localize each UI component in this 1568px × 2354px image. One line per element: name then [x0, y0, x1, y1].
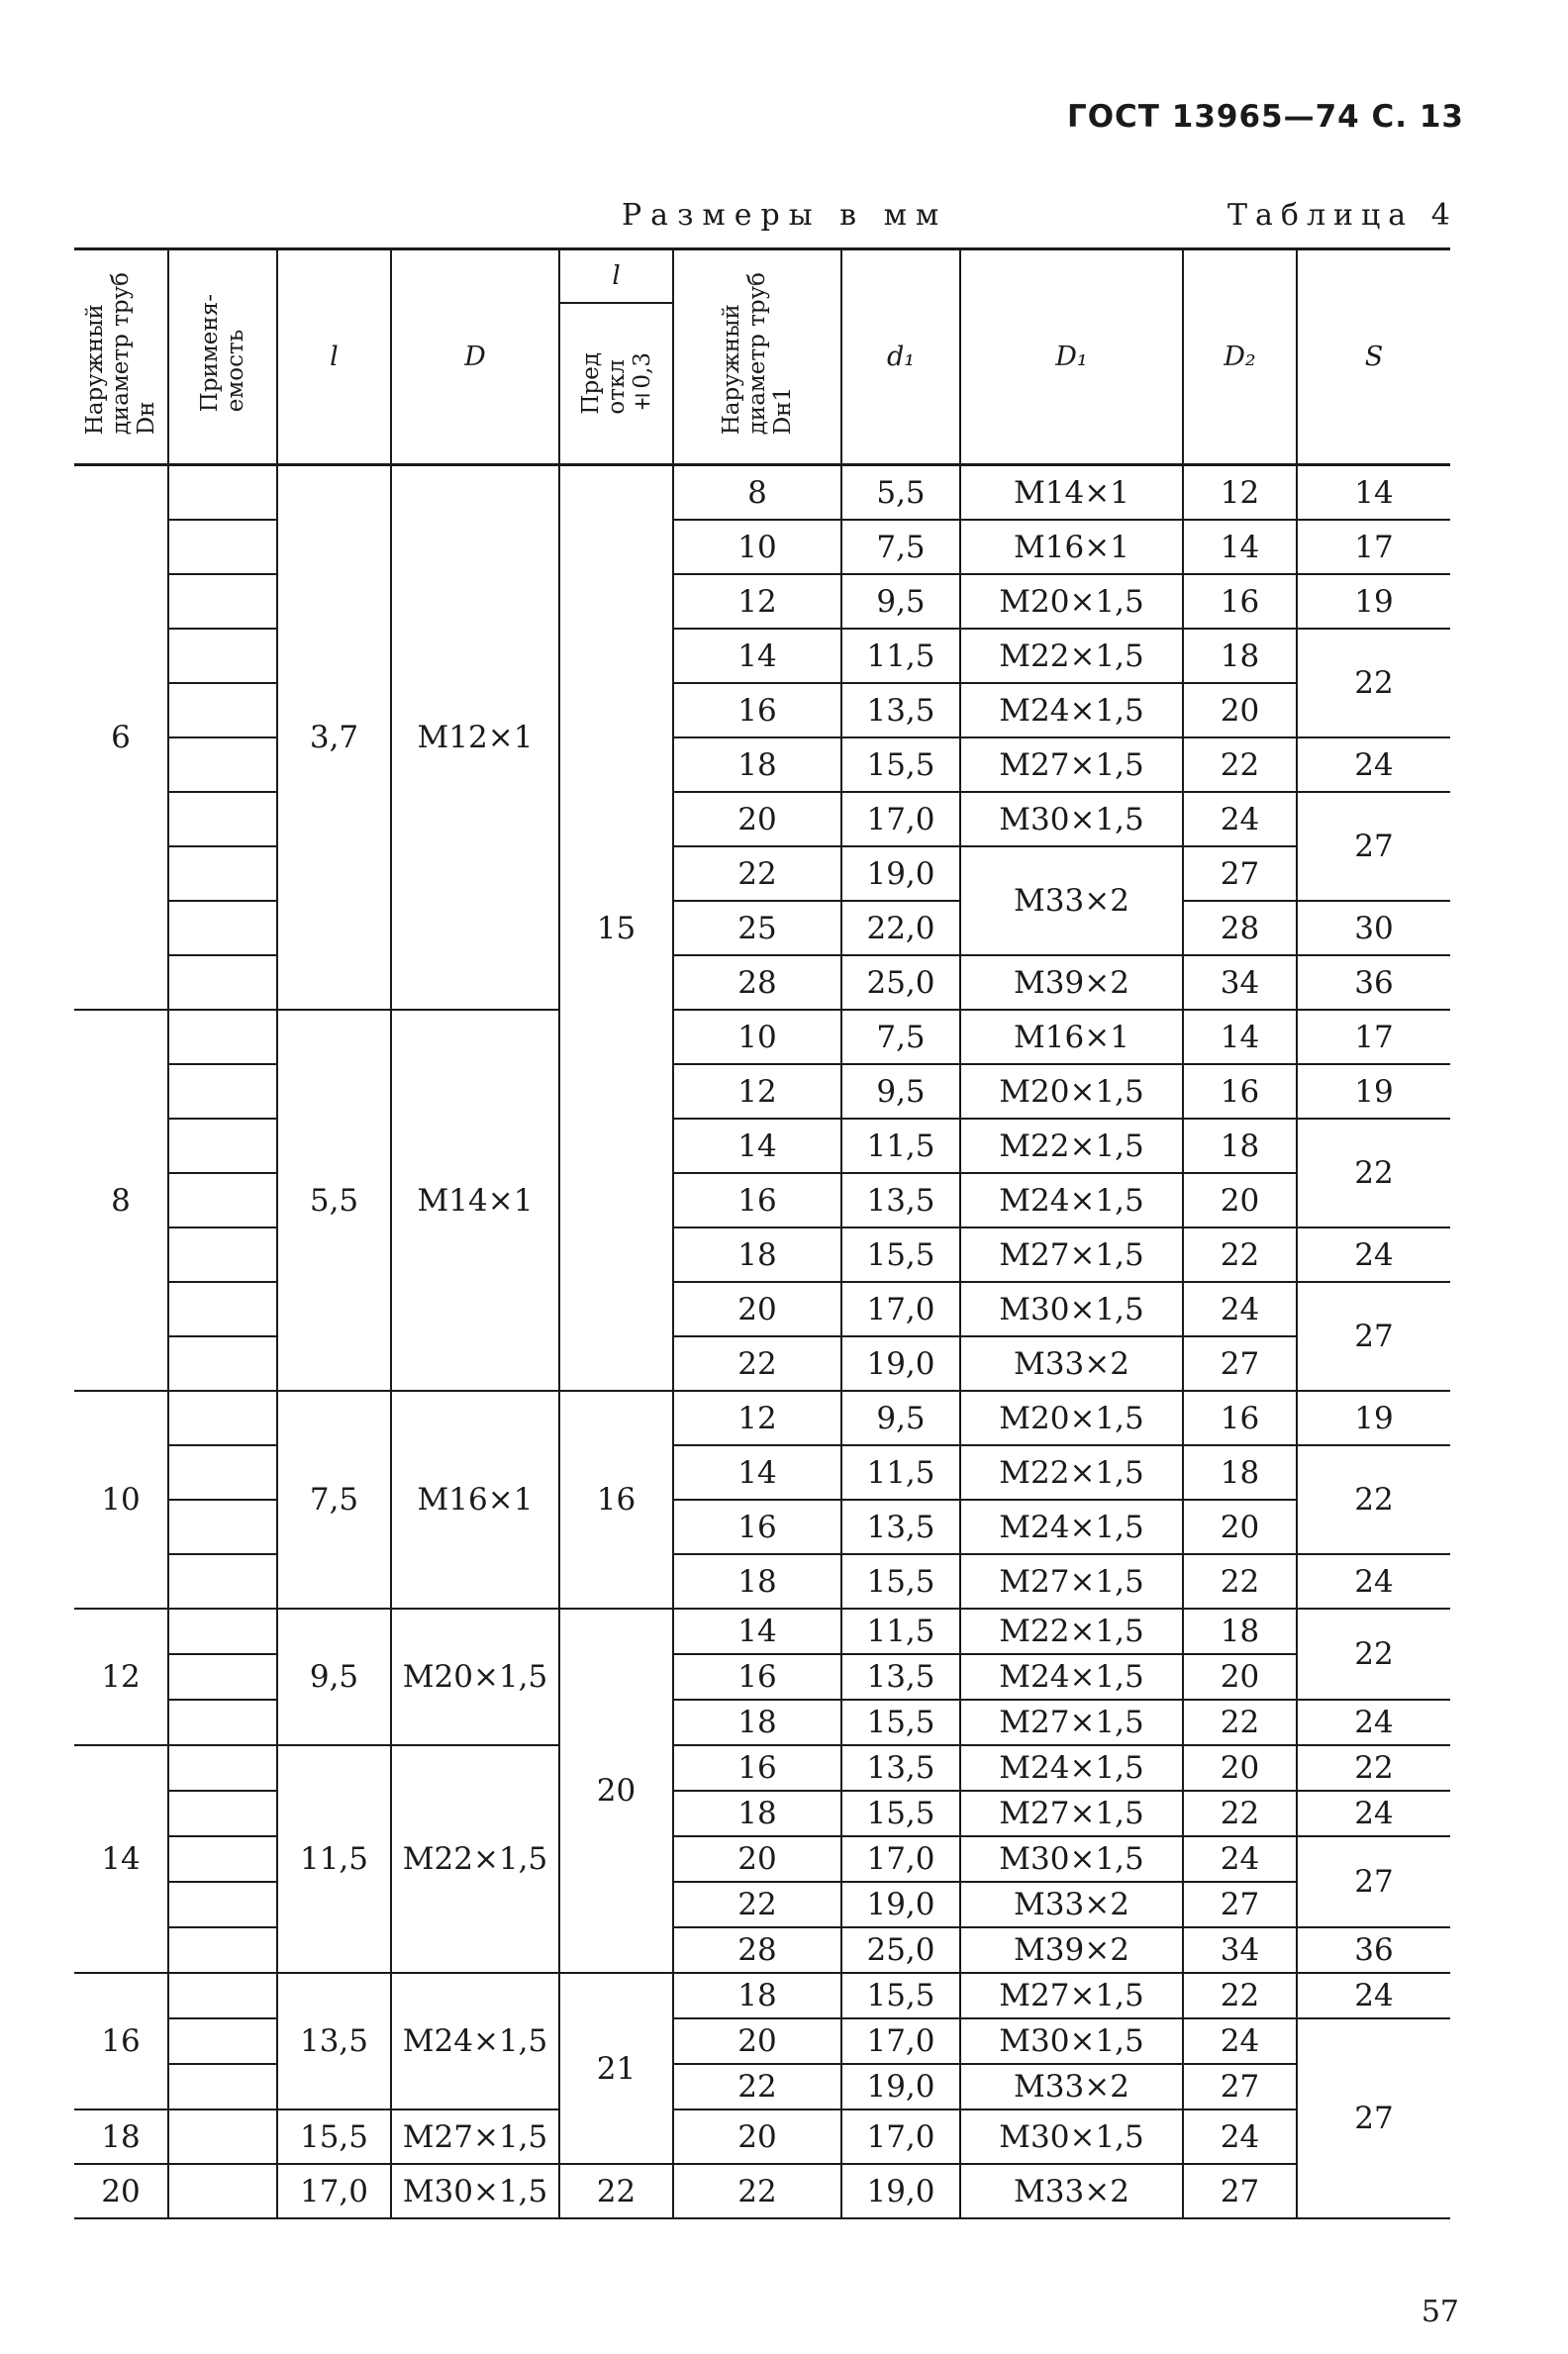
d2-cell: 34	[1183, 1927, 1297, 1973]
d1-cell: 9,5	[841, 1064, 960, 1119]
l-cell: 17,0	[277, 2164, 391, 2218]
applicability-cell	[168, 1745, 277, 1791]
s-cell: 22	[1297, 629, 1450, 737]
thread-d1-cell: M39×2	[960, 955, 1183, 1010]
d1-cell: 19,0	[841, 2164, 960, 2218]
thread-d1-cell: M22×1,5	[960, 1609, 1183, 1654]
dn1-cell: 22	[673, 2164, 841, 2218]
l-cell: 13,5	[277, 1973, 391, 2109]
col-dn1-label: Наружный диаметр труб Dн1	[719, 271, 796, 436]
d2-cell: 16	[1183, 574, 1297, 629]
thread-d1-cell: M14×1	[960, 465, 1183, 521]
dn1-cell: 14	[673, 1609, 841, 1654]
outer-diameter-cell: 20	[74, 2164, 168, 2218]
d1-cell: 19,0	[841, 2064, 960, 2109]
thread-d1-cell: M27×1,5	[960, 1973, 1183, 2018]
d1-cell: 15,5	[841, 1700, 960, 1745]
applicability-cell	[168, 1654, 277, 1700]
l-tolerance-cell: 21	[559, 1973, 673, 2164]
dn1-cell: 20	[673, 1282, 841, 1336]
table-row	[74, 2109, 1450, 2164]
applicability-cell	[168, 1445, 277, 1500]
outer-diameter-cell: 18	[74, 2109, 168, 2164]
dn1-cell: 20	[673, 792, 841, 846]
dn1-cell: 10	[673, 1010, 841, 1064]
applicability-cell	[168, 1173, 277, 1227]
d2-cell: 24	[1183, 2109, 1297, 2164]
d2-cell: 22	[1183, 1791, 1297, 1836]
dn1-cell: 16	[673, 1500, 841, 1554]
d2-cell: 18	[1183, 1445, 1297, 1500]
s-cell: 24	[1297, 1700, 1450, 1745]
l-tolerance-cell: 20	[559, 1609, 673, 1973]
dn1-cell: 18	[673, 737, 841, 792]
table-row	[74, 1745, 1450, 1791]
d2-cell: 22	[1183, 1973, 1297, 2018]
thread-d-cell: M12×1	[391, 465, 559, 1011]
s-cell: 36	[1297, 955, 1450, 1010]
applicability-cell	[168, 1336, 277, 1391]
d2-cell: 20	[1183, 1500, 1297, 1554]
applicability-cell	[168, 1882, 277, 1927]
thread-d1-cell: M27×1,5	[960, 1554, 1183, 1609]
thread-d1-cell: M30×1,5	[960, 2018, 1183, 2064]
thread-d1-cell: M24×1,5	[960, 1654, 1183, 1700]
thread-d1-cell: M33×2	[960, 846, 1183, 955]
outer-diameter-cell: 6	[74, 465, 168, 1011]
d2-cell: 16	[1183, 1064, 1297, 1119]
table-body	[74, 465, 1450, 2219]
applicability-cell	[168, 2018, 277, 2064]
thread-d1-cell: M20×1,5	[960, 1391, 1183, 1445]
thread-d1-cell: M30×1,5	[960, 792, 1183, 846]
s-cell: 17	[1297, 1010, 1450, 1064]
s-cell: 22	[1297, 1609, 1450, 1700]
d2-cell: 18	[1183, 629, 1297, 683]
thread-d-cell: M27×1,5	[391, 2109, 559, 2164]
d1-cell: 19,0	[841, 846, 960, 901]
applicability-cell	[168, 629, 277, 683]
table-row	[74, 1973, 1450, 2018]
d2-cell: 27	[1183, 2164, 1297, 2218]
page-number: 57	[1421, 2295, 1459, 2329]
table-row	[74, 1609, 1450, 1654]
d2-cell: 18	[1183, 1119, 1297, 1173]
outer-diameter-cell: 14	[74, 1745, 168, 1973]
d1-cell: 13,5	[841, 1500, 960, 1554]
col-header-D2	[1183, 249, 1297, 465]
d1-cell: 19,0	[841, 1336, 960, 1391]
d1-cell: 15,5	[841, 1227, 960, 1282]
d2-cell: 27	[1183, 1336, 1297, 1391]
dn1-cell: 22	[673, 1336, 841, 1391]
d2-cell: 24	[1183, 1282, 1297, 1336]
d1-cell: 17,0	[841, 2109, 960, 2164]
d2-cell: 27	[1183, 2064, 1297, 2109]
col-header-applicability	[168, 249, 277, 465]
l-tolerance-cell: 16	[559, 1391, 673, 1609]
l-tolerance-cell: 22	[559, 2164, 673, 2218]
thread-d1-cell: M22×1,5	[960, 1445, 1183, 1500]
dn1-cell: 22	[673, 1882, 841, 1927]
applicability-cell	[168, 1500, 277, 1554]
l-cell: 5,5	[277, 1010, 391, 1391]
dn1-cell: 20	[673, 1836, 841, 1882]
d2-cell: 20	[1183, 1173, 1297, 1227]
dn1-cell: 20	[673, 2109, 841, 2164]
thread-d1-cell: M24×1,5	[960, 1500, 1183, 1554]
s-cell: 27	[1297, 792, 1450, 901]
applicability-cell	[168, 2109, 277, 2164]
s-cell: 22	[1297, 1119, 1450, 1227]
d2-cell: 24	[1183, 2018, 1297, 2064]
dn1-cell: 14	[673, 629, 841, 683]
thread-d1-cell: M20×1,5	[960, 1064, 1183, 1119]
applicability-cell	[168, 520, 277, 574]
dn1-cell: 28	[673, 955, 841, 1010]
d1-cell: 15,5	[841, 1791, 960, 1836]
thread-d-cell: M24×1,5	[391, 1973, 559, 2109]
dn1-cell: 10	[673, 520, 841, 574]
applicability-cell	[168, 2064, 277, 2109]
dn1-cell: 18	[673, 1227, 841, 1282]
applicability-cell	[168, 1227, 277, 1282]
dn1-cell: 18	[673, 1791, 841, 1836]
applicability-cell	[168, 2164, 277, 2218]
d2-cell: 14	[1183, 1010, 1297, 1064]
applicability-cell	[168, 1064, 277, 1119]
col-d1-label: d₁	[886, 342, 916, 372]
s-cell: 27	[1297, 1282, 1450, 1391]
d2-cell: 18	[1183, 1609, 1297, 1654]
applicability-cell	[168, 792, 277, 846]
applicability-cell	[168, 737, 277, 792]
s-cell: 30	[1297, 901, 1450, 955]
col-s-label: S	[1364, 342, 1384, 372]
applicability-cell	[168, 1282, 277, 1336]
thread-d1-cell: M33×2	[960, 2064, 1183, 2109]
col-header-D1	[960, 249, 1183, 465]
dn1-cell: 16	[673, 1654, 841, 1700]
col-header-dn	[74, 249, 168, 465]
dn1-cell: 12	[673, 1391, 841, 1445]
outer-diameter-cell: 8	[74, 1010, 168, 1391]
col-header-d	[391, 249, 559, 465]
l-cell: 3,7	[277, 465, 391, 1011]
dn1-cell: 25	[673, 901, 841, 955]
d1-cell: 17,0	[841, 1282, 960, 1336]
col-D2-label: D₂	[1224, 342, 1256, 372]
col-header-l	[277, 249, 391, 465]
s-cell: 24	[1297, 737, 1450, 792]
d1-cell: 7,5	[841, 520, 960, 574]
col-appl-label: Применя- емость	[197, 294, 248, 413]
d1-cell: 11,5	[841, 1119, 960, 1173]
applicability-cell	[168, 465, 277, 521]
d2-cell: 28	[1183, 901, 1297, 955]
d2-cell: 16	[1183, 1391, 1297, 1445]
col-D1-label: D₁	[1055, 342, 1088, 372]
d2-cell: 20	[1183, 1654, 1297, 1700]
d1-cell: 7,5	[841, 1010, 960, 1064]
thread-d1-cell: M27×1,5	[960, 737, 1183, 792]
thread-d1-cell: M30×1,5	[960, 1836, 1183, 1882]
applicability-cell	[168, 1554, 277, 1609]
applicability-cell	[168, 1927, 277, 1973]
s-cell: 24	[1297, 1227, 1450, 1282]
thread-d1-cell: M30×1,5	[960, 1282, 1183, 1336]
applicability-cell	[168, 955, 277, 1010]
s-cell: 14	[1297, 465, 1450, 521]
applicability-cell	[168, 1609, 277, 1654]
s-cell: 22	[1297, 1445, 1450, 1554]
thread-d1-cell: M33×2	[960, 1882, 1183, 1927]
col-header-s	[1297, 249, 1450, 465]
dn1-cell: 14	[673, 1445, 841, 1500]
l-tolerance-cell: 15	[559, 465, 673, 1392]
thread-d1-cell: M33×2	[960, 2164, 1183, 2218]
thread-d-cell: M30×1,5	[391, 2164, 559, 2218]
d1-cell: 13,5	[841, 683, 960, 737]
dn1-cell: 18	[673, 1973, 841, 2018]
units-caption: Размеры в мм	[622, 198, 948, 233]
d1-cell: 11,5	[841, 629, 960, 683]
d1-cell: 17,0	[841, 2018, 960, 2064]
applicability-cell	[168, 1119, 277, 1173]
dn1-cell: 12	[673, 574, 841, 629]
d1-cell: 25,0	[841, 955, 960, 1010]
l-cell: 9,5	[277, 1609, 391, 1745]
thread-d1-cell: M27×1,5	[960, 1700, 1183, 1745]
thread-d-cell: M16×1	[391, 1391, 559, 1609]
applicability-cell	[168, 901, 277, 955]
applicability-cell	[168, 1973, 277, 2018]
table-row	[74, 465, 1450, 521]
s-cell: 27	[1297, 1836, 1450, 1927]
s-cell: 19	[1297, 1391, 1450, 1445]
thread-d1-cell: M22×1,5	[960, 1119, 1183, 1173]
d1-cell: 17,0	[841, 1836, 960, 1882]
thread-d1-cell: M39×2	[960, 1927, 1183, 1973]
d2-cell: 22	[1183, 737, 1297, 792]
thread-d1-cell: M27×1,5	[960, 1791, 1183, 1836]
dn1-cell: 28	[673, 1927, 841, 1973]
col-tolerance-label: Пред откл ±0,3	[577, 352, 655, 415]
applicability-cell	[168, 1836, 277, 1882]
outer-diameter-cell: 12	[74, 1609, 168, 1745]
col-l-label: l	[330, 342, 339, 372]
d1-cell: 15,5	[841, 1554, 960, 1609]
outer-diameter-cell: 16	[74, 1973, 168, 2109]
d2-cell: 22	[1183, 1554, 1297, 1609]
dn1-cell: 22	[673, 2064, 841, 2109]
s-cell: 24	[1297, 1791, 1450, 1836]
d1-cell: 13,5	[841, 1654, 960, 1700]
d1-cell: 11,5	[841, 1445, 960, 1500]
thread-d-cell: M22×1,5	[391, 1745, 559, 1973]
col-header-d1	[841, 249, 960, 465]
thread-d1-cell: M16×1	[960, 1010, 1183, 1064]
dn1-cell: 18	[673, 1554, 841, 1609]
d1-cell: 17,0	[841, 792, 960, 846]
dimensions-table	[74, 247, 1450, 2219]
table-row	[74, 1010, 1450, 1064]
col-l2-label: l	[560, 250, 672, 304]
s-cell: 17	[1297, 520, 1450, 574]
d2-cell: 22	[1183, 1227, 1297, 1282]
table-header-row	[74, 249, 1450, 465]
d2-cell: 12	[1183, 465, 1297, 521]
applicability-cell	[168, 846, 277, 901]
dn1-cell: 20	[673, 2018, 841, 2064]
d2-cell: 34	[1183, 955, 1297, 1010]
thread-d-cell: M14×1	[391, 1010, 559, 1391]
d1-cell: 9,5	[841, 1391, 960, 1445]
d2-cell: 20	[1183, 1745, 1297, 1791]
l-cell: 11,5	[277, 1745, 391, 1973]
d1-cell: 5,5	[841, 465, 960, 521]
d2-cell: 27	[1183, 1882, 1297, 1927]
s-cell: 19	[1297, 1064, 1450, 1119]
thread-d1-cell: M33×2	[960, 1336, 1183, 1391]
dn1-cell: 18	[673, 1700, 841, 1745]
d1-cell: 22,0	[841, 901, 960, 955]
applicability-cell	[168, 1391, 277, 1445]
d1-cell: 13,5	[841, 1745, 960, 1791]
d2-cell: 14	[1183, 520, 1297, 574]
l-cell: 7,5	[277, 1391, 391, 1609]
dn1-cell: 16	[673, 1173, 841, 1227]
d1-cell: 15,5	[841, 737, 960, 792]
d2-cell: 24	[1183, 1836, 1297, 1882]
table-row	[74, 1391, 1450, 1445]
d1-cell: 25,0	[841, 1927, 960, 1973]
s-cell: 24	[1297, 1973, 1450, 2018]
thread-d1-cell: M24×1,5	[960, 1173, 1183, 1227]
thread-d1-cell: M24×1,5	[960, 683, 1183, 737]
thread-d-cell: M20×1,5	[391, 1609, 559, 1745]
s-cell: 36	[1297, 1927, 1450, 1973]
d1-cell: 13,5	[841, 1173, 960, 1227]
d1-cell: 19,0	[841, 1882, 960, 1927]
dn1-cell: 22	[673, 846, 841, 901]
table-row	[74, 2164, 1450, 2218]
d1-cell: 15,5	[841, 1973, 960, 2018]
col-header-dn1	[673, 249, 841, 465]
col-dn-label: Наружный диаметр труб Dн	[82, 271, 159, 436]
s-cell: 19	[1297, 574, 1450, 629]
d1-cell: 9,5	[841, 574, 960, 629]
applicability-cell	[168, 683, 277, 737]
outer-diameter-cell: 10	[74, 1391, 168, 1609]
thread-d1-cell: M30×1,5	[960, 2109, 1183, 2164]
s-cell: 22	[1297, 1745, 1450, 1791]
s-cell: 27	[1297, 2018, 1450, 2218]
applicability-cell	[168, 1700, 277, 1745]
d1-cell: 11,5	[841, 1609, 960, 1654]
d2-cell: 24	[1183, 792, 1297, 846]
d2-cell: 20	[1183, 683, 1297, 737]
col-header-l-tolerance	[559, 249, 673, 465]
thread-d1-cell: M16×1	[960, 520, 1183, 574]
s-cell: 24	[1297, 1554, 1450, 1609]
thread-d1-cell: M24×1,5	[960, 1745, 1183, 1791]
d2-cell: 27	[1183, 846, 1297, 901]
applicability-cell	[168, 1791, 277, 1836]
dn1-cell: 14	[673, 1119, 841, 1173]
thread-d1-cell: M20×1,5	[960, 574, 1183, 629]
table-caption: Таблица 4	[1227, 198, 1458, 233]
thread-d1-cell: M22×1,5	[960, 629, 1183, 683]
applicability-cell	[168, 1010, 277, 1064]
col-d-label: D	[464, 342, 486, 372]
l-cell: 15,5	[277, 2109, 391, 2164]
thread-d1-cell: M27×1,5	[960, 1227, 1183, 1282]
dn1-cell: 16	[673, 1745, 841, 1791]
dn1-cell: 16	[673, 683, 841, 737]
d2-cell: 22	[1183, 1700, 1297, 1745]
dn1-cell: 12	[673, 1064, 841, 1119]
applicability-cell	[168, 574, 277, 629]
document-header: ГОСТ 13965—74 С. 13	[1066, 99, 1464, 135]
dn1-cell: 8	[673, 465, 841, 521]
